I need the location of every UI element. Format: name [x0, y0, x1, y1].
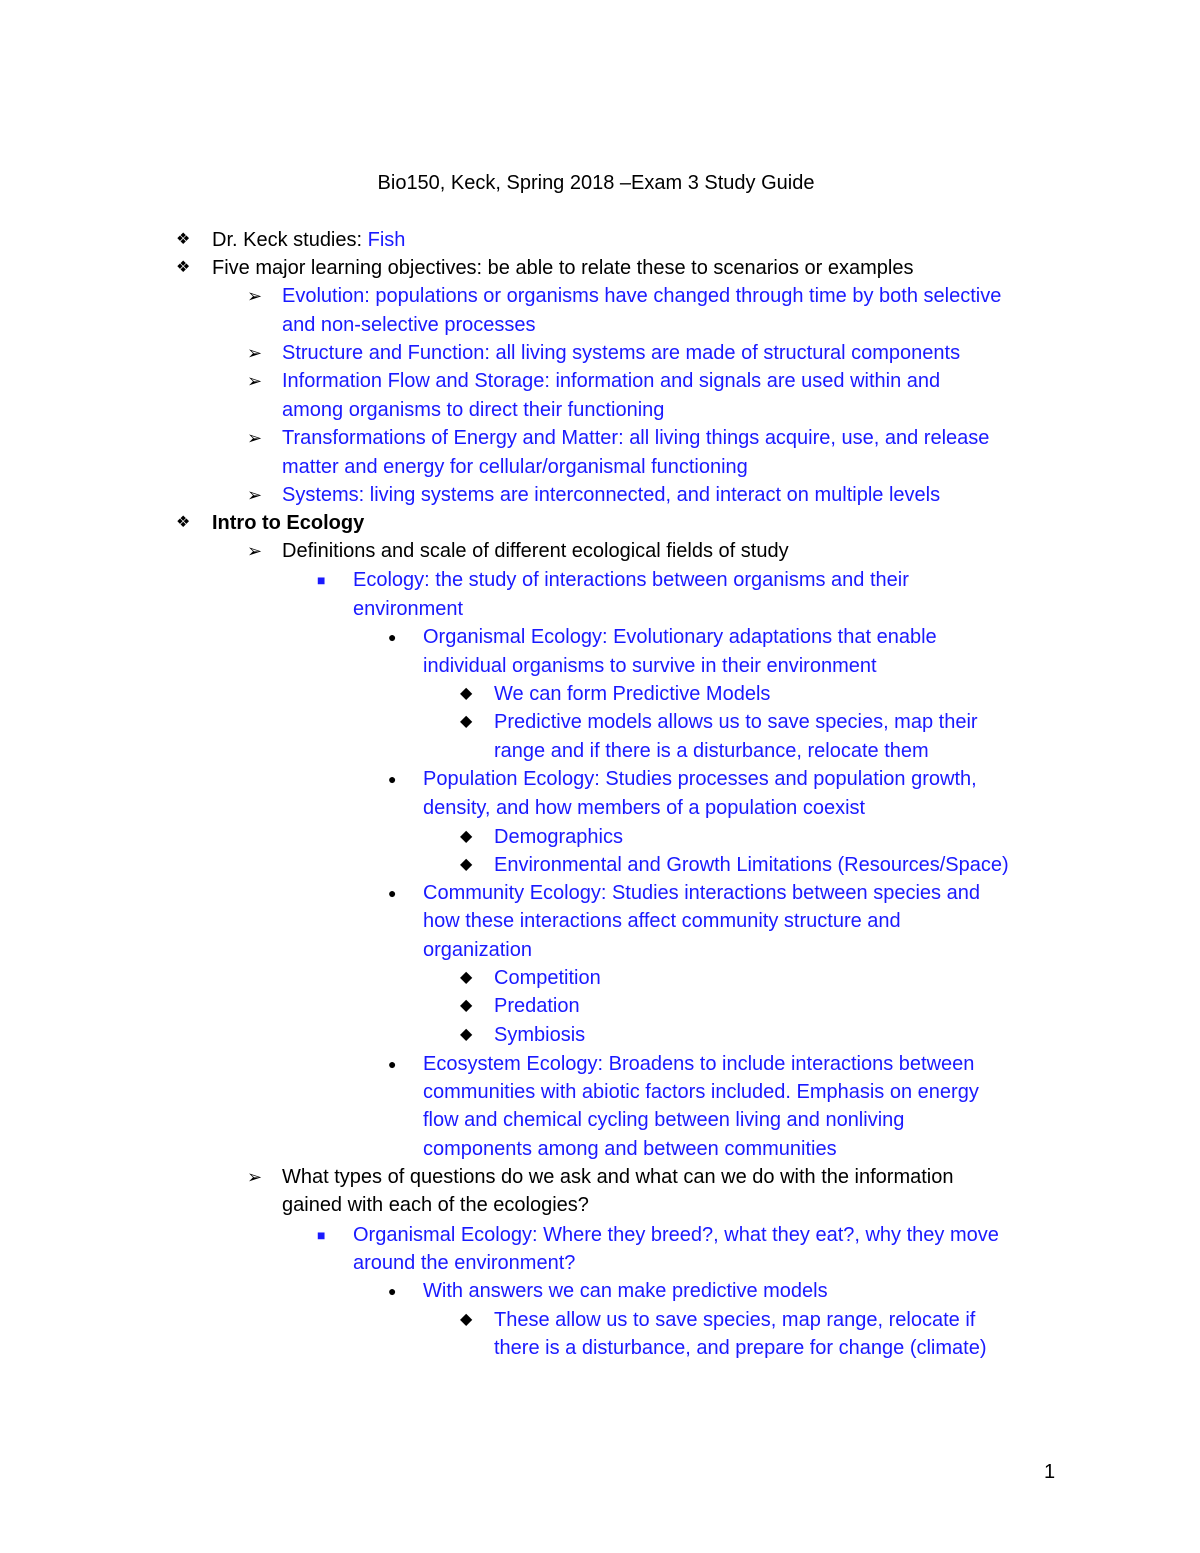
organismal-sub-item: We can form Predictive Models — [494, 683, 771, 705]
ecology-definition-line1: Ecology: the study of interactions between organisms and their — [353, 569, 909, 591]
bullet-small-diamond-icon: ◆ — [460, 1311, 473, 1328]
section-heading-ecology: Intro to Ecology — [212, 512, 365, 534]
bullet-small-diamond-icon: ◆ — [460, 1026, 473, 1043]
keck-label: Dr. Keck studies: — [212, 229, 368, 251]
bullet-diamond-icon: ❖ — [176, 259, 191, 276]
objective-evolution-line2: and non-selective processes — [282, 314, 536, 336]
definitions-heading: Definitions and scale of different ecological fields of study — [282, 540, 789, 562]
bullet-small-diamond-icon: ◆ — [460, 997, 473, 1014]
community-ecology-line3: organization — [423, 939, 532, 961]
question-organismal-line1: Organismal Ecology: Where they breed?, what they eat?, why they move — [353, 1224, 999, 1246]
bullet-small-diamond-icon: ◆ — [460, 856, 473, 873]
community-sub-item: Symbiosis — [494, 1024, 586, 1046]
ecosystem-ecology-line4: components among and between communities — [423, 1138, 837, 1160]
organismal-ecology-line2: individual organisms to survive in their environment — [423, 655, 877, 677]
ecosystem-ecology-line1: Ecosystem Ecology: Broadens to include interactions between — [423, 1053, 975, 1075]
bullet-small-diamond-icon: ◆ — [460, 685, 473, 702]
question-answer-sub-line2: there is a disturbance, and prepare for change (climate) — [494, 1337, 987, 1359]
bullet-dot-icon: ● — [388, 629, 397, 645]
bullet-square-icon: ■ — [317, 1227, 326, 1243]
bullet-diamond-icon: ❖ — [176, 231, 191, 248]
organismal-sub-item-cont: range and if there is a disturbance, relocate them — [494, 740, 929, 762]
community-sub-item: Predation — [494, 995, 580, 1017]
objective-information-line2: among organisms to direct their functioning — [282, 399, 665, 421]
question-answer-sub-line1: These allow us to save species, map range, relocate if — [494, 1309, 976, 1331]
bullet-small-diamond-icon: ◆ — [460, 828, 473, 845]
community-sub-item: Competition — [494, 967, 601, 989]
objective-structure: Structure and Function: all living systems are made of structural components — [282, 342, 961, 364]
bullet-arrow-icon: ➢ — [247, 343, 263, 363]
keck-studies-line — [212, 226, 405, 254]
bullet-dot-icon: ● — [388, 885, 397, 901]
bullet-arrow-icon: ➢ — [247, 541, 263, 561]
question-answer: With answers we can make predictive models — [423, 1280, 828, 1302]
population-sub-item: Environmental and Growth Limitations (Resources/Space) — [494, 854, 1009, 876]
bullet-small-diamond-icon: ◆ — [460, 713, 473, 730]
bullet-arrow-icon: ➢ — [247, 428, 263, 448]
bullet-arrow-icon: ➢ — [247, 371, 263, 391]
bullet-arrow-icon: ➢ — [247, 485, 263, 505]
ecology-definition-line2: environment — [353, 598, 464, 620]
ecosystem-ecology-line3: flow and chemical cycling between living and nonliving — [423, 1109, 905, 1131]
objectives-intro: Five major learning objectives: be able to relate these to scenarios or examples — [212, 257, 914, 279]
population-sub-item: Demographics — [494, 826, 623, 848]
bullet-square-icon: ■ — [317, 572, 326, 588]
question-organismal-line2: around the environment? — [353, 1252, 576, 1274]
questions-heading-line1: What types of questions do we ask and what can we do with the information — [282, 1166, 954, 1188]
community-ecology-line1: Community Ecology: Studies interactions between species and — [423, 882, 980, 904]
community-ecology-line2: how these interactions affect community structure and — [423, 910, 901, 932]
objective-information-line1: Information Flow and Storage: information and signals are used within and — [282, 370, 941, 392]
questions-heading-line2: gained with each of the ecologies? — [282, 1194, 589, 1216]
population-ecology-line2: density, and how members of a population coexist — [423, 797, 866, 819]
bullet-small-diamond-icon: ◆ — [460, 969, 473, 986]
bullet-arrow-icon: ➢ — [247, 1167, 263, 1187]
ecosystem-ecology-line2: communities with abiotic factors included. Emphasis on energy — [423, 1081, 979, 1103]
page-number: 1 — [1044, 1461, 1056, 1483]
population-ecology-line1: Population Ecology: Studies processes and population growth, — [423, 768, 977, 790]
objective-energy-line1: Transformations of Energy and Matter: all living things acquire, use, and release — [282, 427, 990, 449]
organismal-ecology-line1: Organismal Ecology: Evolutionary adaptations that enable — [423, 626, 937, 648]
keck-value: Fish — [367, 229, 406, 251]
bullet-dot-icon: ● — [388, 771, 397, 787]
bullet-dot-icon: ● — [388, 1056, 397, 1072]
bullet-arrow-icon: ➢ — [247, 286, 263, 306]
bullet-dot-icon: ● — [388, 1283, 397, 1299]
document-title: Bio150, Keck, Spring 2018 –Exam 3 Study Guide — [377, 172, 815, 194]
objective-systems: Systems: living systems are interconnected, and interact on multiple levels — [282, 484, 941, 506]
bullet-diamond-icon: ❖ — [176, 514, 191, 531]
objective-evolution-line1: Evolution: populations or organisms have changed through time by both selective — [282, 285, 1002, 307]
objective-energy-line2: matter and energy for cellular/organismal functioning — [282, 456, 748, 478]
organismal-sub-item: Predictive models allows us to save species, map their — [494, 711, 978, 733]
